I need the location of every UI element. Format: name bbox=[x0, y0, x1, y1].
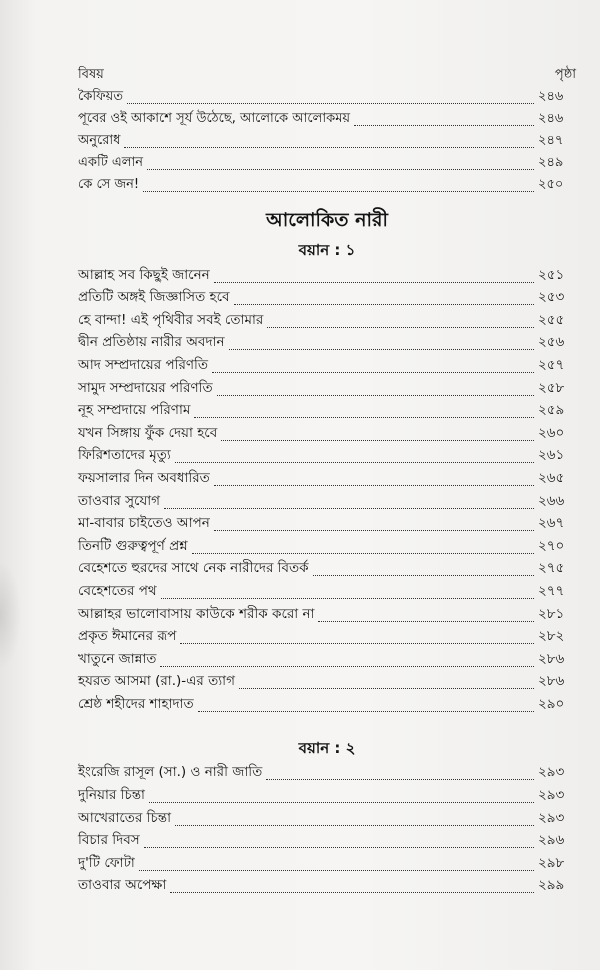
toc-entry bbox=[78, 264, 576, 287]
toc-entry-title: বেহেশতে হুরদের সাথে নেক নারীদের বিতর্ক bbox=[78, 560, 309, 577]
toc-entry-title: নূহ সম্প্রদায়ে পরিণাম bbox=[78, 402, 191, 419]
toc-entry bbox=[78, 422, 576, 445]
toc-entry-title: যখন সিঙ্গায় ফুঁক দেয়া হবে bbox=[78, 424, 218, 441]
toc-entry-page: ২৮১ bbox=[538, 605, 565, 622]
toc-entry-page: ২৫৮ bbox=[538, 379, 565, 396]
toc-entry-page: ২৯৩ bbox=[538, 809, 565, 826]
toc-entry-page: ২৪৬ bbox=[538, 111, 564, 126]
toc-entry-title: খাতুনে জান্নাত bbox=[78, 650, 157, 667]
toc-entry bbox=[78, 86, 576, 108]
toc-entry-page: ২৭৭ bbox=[538, 582, 565, 599]
part2-title: বয়ান : ২ bbox=[298, 738, 356, 757]
toc-entry-page: ২৯৬ bbox=[538, 832, 565, 849]
toc-entry bbox=[78, 287, 576, 310]
toc-entry-page: ২৮২ bbox=[538, 628, 565, 645]
toc-entry-page: ২৪৬ bbox=[538, 89, 564, 104]
dot-leader bbox=[217, 395, 534, 396]
toc-header bbox=[78, 60, 576, 86]
toc-entry-page: ২৮৬ bbox=[538, 650, 565, 667]
toc-entry bbox=[78, 603, 576, 626]
toc-entry-title: কে সে জন! bbox=[78, 177, 140, 192]
toc-entry bbox=[78, 445, 576, 468]
toc-entry-page: ২৬৬ bbox=[538, 492, 565, 509]
dot-leader bbox=[139, 870, 534, 871]
toc-entry-page: ২৮৬ bbox=[538, 673, 565, 690]
dot-leader bbox=[313, 575, 534, 576]
toc-entry-title: তিনটি গুরুত্বপূর্ণ প্রশ্ন bbox=[78, 537, 188, 554]
toc-entry-title: তাওবার অপেক্ষা bbox=[78, 877, 167, 894]
dot-leader bbox=[160, 666, 534, 667]
toc-entry-page: ২৭৫ bbox=[538, 560, 565, 577]
toc-entry bbox=[78, 332, 576, 355]
toc-entry-page: ২৫৩ bbox=[538, 289, 565, 306]
table-of-contents bbox=[78, 60, 576, 897]
dot-leader bbox=[318, 621, 534, 622]
dot-leader bbox=[124, 147, 534, 148]
toc-entry-title: হে বান্দা! এই পৃথিবীর সবই তোমার bbox=[78, 311, 264, 328]
toc-entry-title: প্রতিটি অঙ্গই জিজ্ঞাসিত হবে bbox=[78, 289, 230, 306]
toc-entry bbox=[78, 784, 576, 807]
toc-entry-title: বেহেশতের পথ bbox=[78, 582, 157, 599]
toc-entry-page: ২৫৯ bbox=[538, 402, 565, 419]
toc-entry bbox=[78, 513, 576, 536]
part2-list bbox=[78, 762, 576, 898]
dot-leader bbox=[267, 327, 534, 328]
toc-entry-page: ২৫৫ bbox=[538, 311, 565, 328]
toc-entry-title: পূবের ওই আকাশে সূর্য উঠেছে, আলোকে আলোকময় bbox=[78, 111, 351, 126]
toc-entry bbox=[78, 174, 576, 196]
toc-entry-title: আল্লাহ সব কিছুই জানেন bbox=[78, 266, 210, 283]
toc-entry bbox=[78, 108, 576, 130]
dot-leader bbox=[143, 191, 534, 192]
toc-entry-title: দুনিয়ার চিন্তা bbox=[78, 787, 145, 804]
toc-entry-page: ২৯০ bbox=[538, 695, 565, 712]
part1-list bbox=[78, 264, 576, 716]
dot-leader bbox=[170, 892, 534, 893]
toc-entry bbox=[78, 693, 576, 716]
toc-entry bbox=[78, 400, 576, 423]
toc-entry-title: ইংরেজি রাসূল (সা.) ও নারী জাতি bbox=[78, 764, 263, 781]
topic-column-label: বিষয় bbox=[78, 67, 104, 82]
toc-entry-title: ফিরিশতাদের মৃত্যু bbox=[78, 447, 171, 464]
toc-entry-title: প্রকৃত ঈমানের রূপ bbox=[78, 628, 177, 645]
toc-entry-page: ২৯৮ bbox=[538, 854, 565, 871]
toc-entry bbox=[78, 354, 576, 377]
dot-leader bbox=[214, 530, 534, 531]
toc-entry bbox=[78, 762, 576, 785]
toc-entry-title: হযরত আসমা (রা.)-এর ত্যাগ bbox=[78, 673, 235, 690]
toc-entry-page: ২৯৩ bbox=[538, 764, 565, 781]
dot-leader bbox=[234, 304, 534, 305]
toc-entry bbox=[78, 490, 576, 513]
dot-leader bbox=[266, 779, 534, 780]
dot-leader bbox=[354, 125, 534, 126]
toc-entry bbox=[78, 130, 576, 152]
dot-leader bbox=[127, 103, 534, 104]
toc-entry-title: একটি এলান bbox=[78, 155, 144, 170]
toc-entry-page: ২৬৭ bbox=[538, 515, 565, 532]
toc-entry bbox=[78, 852, 576, 875]
toc-entry bbox=[78, 671, 576, 694]
toc-entry bbox=[78, 152, 576, 174]
dot-leader bbox=[161, 598, 534, 599]
dot-leader bbox=[175, 825, 534, 826]
toc-entry-page: ২৪৭ bbox=[538, 133, 564, 148]
dot-leader bbox=[239, 688, 534, 689]
section-title: আলোকিত নারী bbox=[266, 209, 388, 231]
dot-leader bbox=[147, 169, 534, 170]
dot-leader bbox=[180, 643, 534, 644]
toc-entry bbox=[78, 580, 576, 603]
toc-entry-page: ২৪৯ bbox=[538, 155, 564, 170]
toc-entry-title: শ্রেষ্ঠ শহীদের শাহাদাত bbox=[78, 695, 194, 712]
toc-entry-title: বিচার দিবস bbox=[78, 832, 140, 849]
toc-entry bbox=[78, 377, 576, 400]
toc-entry bbox=[78, 830, 576, 853]
page-edge-shadow bbox=[0, 560, 22, 670]
toc-entry bbox=[78, 648, 576, 671]
toc-entry-title: দ্বীন প্রতিষ্ঠায় নারীর অবদান bbox=[78, 334, 225, 351]
dot-leader bbox=[149, 802, 534, 803]
dot-leader bbox=[144, 847, 534, 848]
toc-entry-title: আল্লাহর ভালোবাসায় কাউকে শরীক করো না bbox=[78, 605, 315, 622]
toc-entry-title: আদ সম্প্রদায়ের পরিণতি bbox=[78, 356, 209, 373]
dot-leader bbox=[175, 462, 534, 463]
dot-leader bbox=[164, 508, 534, 509]
toc-entry bbox=[78, 535, 576, 558]
toc-entry-title: দু'টি ফোটা bbox=[78, 854, 135, 871]
toc-entry-page: ২৬১ bbox=[538, 447, 565, 464]
toc-entry bbox=[78, 875, 576, 898]
dot-leader bbox=[212, 372, 534, 373]
toc-entry bbox=[78, 309, 576, 332]
intro-list bbox=[78, 86, 576, 196]
dot-leader bbox=[229, 349, 534, 350]
toc-entry-title: সামুদ সম্প্রদায়ের পরিণতি bbox=[78, 379, 213, 396]
dot-leader bbox=[221, 440, 534, 441]
part1-title: বয়ান : ১ bbox=[298, 241, 356, 259]
toc-entry-page: ২৫১ bbox=[538, 266, 565, 283]
dot-leader bbox=[198, 711, 534, 712]
dot-leader bbox=[214, 485, 534, 486]
toc-entry-page: ২৫৭ bbox=[538, 356, 565, 373]
toc-entry-page: ২৯৩ bbox=[538, 787, 565, 804]
toc-entry-title: মা-বাবার চাইতেও আপন bbox=[78, 515, 210, 532]
dot-leader bbox=[192, 553, 534, 554]
toc-entry-title: তাওবার সুযোগ bbox=[78, 492, 161, 509]
toc-entry-page: ২৬০ bbox=[538, 424, 565, 441]
toc-entry-title: আখেরাতের চিন্তা bbox=[78, 809, 172, 826]
toc-entry-page: ২৬৫ bbox=[538, 469, 565, 486]
toc-entry-page: ২৯৯ bbox=[538, 877, 565, 894]
toc-entry-page: ২৫০ bbox=[538, 177, 564, 192]
toc-entry bbox=[78, 626, 576, 649]
dot-leader bbox=[214, 282, 534, 283]
toc-entry-title: কৈফিয়ত bbox=[78, 89, 123, 104]
page-column-label: পৃষ্ঠা bbox=[554, 67, 576, 82]
toc-entry-title: ফয়সালার দিন অবধারিত bbox=[78, 469, 210, 486]
toc-entry-page: ২৭০ bbox=[538, 537, 565, 554]
toc-entry-title: অনুরোধ bbox=[78, 133, 121, 148]
toc-entry bbox=[78, 807, 576, 830]
dot-leader bbox=[194, 417, 534, 418]
toc-entry bbox=[78, 467, 576, 490]
toc-entry bbox=[78, 558, 576, 581]
toc-entry-page: ২৫৬ bbox=[538, 334, 565, 351]
